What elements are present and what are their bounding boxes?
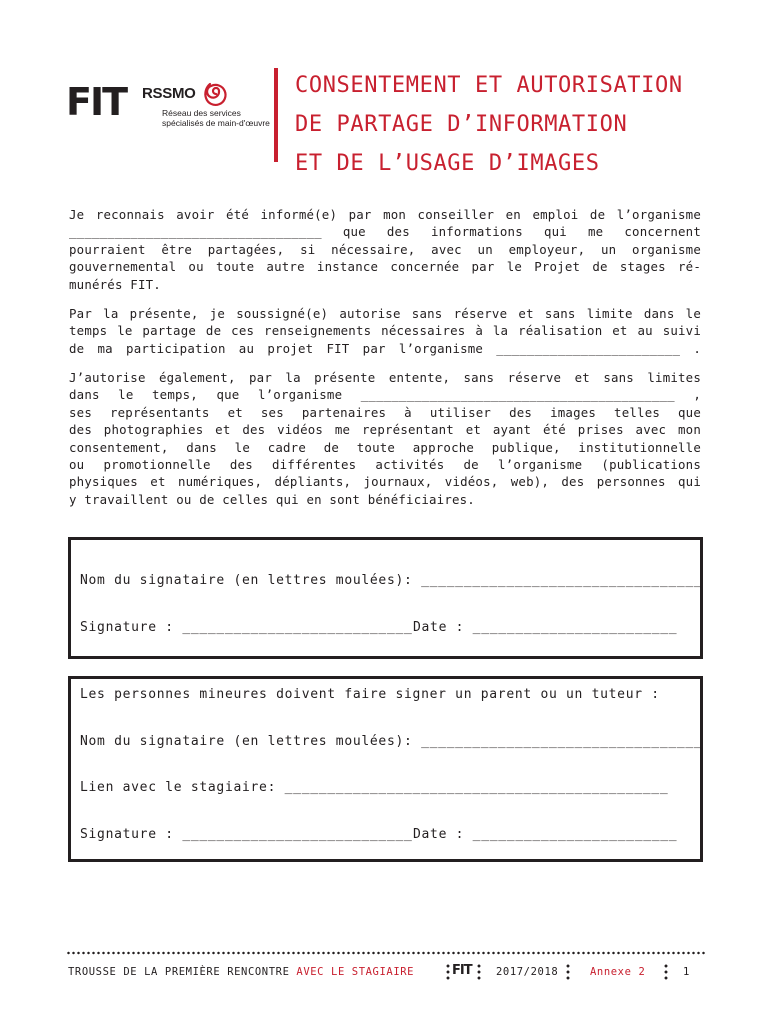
footer-separator <box>566 963 570 981</box>
paragraph-line: pourraient être partagées, si nécessaire, avec un employeur, un organisme <box>69 241 701 257</box>
paragraph-line: _________________________________ que des informations qui me concernent <box>69 224 701 240</box>
paragraph-information-sharing <box>69 206 701 293</box>
minor-instructions: Les personnes mineures doivent faire signer un parent ou un tuteur : <box>80 687 660 702</box>
paragraph-line: physiques et numériques, dépliants, journaux, vidéos, web), des personnes qui <box>69 474 701 490</box>
paragraph-line: temps le partage de ces renseignements nécessaires à la réalisation et au suivi <box>69 323 701 339</box>
footer-separator <box>664 963 668 981</box>
signature-field[interactable]: Signature : ___________________________ <box>80 620 413 635</box>
guardian-signature-field[interactable]: Signature : ___________________________ <box>80 827 413 842</box>
rssmo-tagline-line2: spécialisés de main-d'œuvre <box>162 118 270 128</box>
paragraph-line: Je reconnais avoir été informé(e) par mon conseiller en emploi de l’organisme <box>69 207 701 222</box>
footer-year: 2017/2018 <box>496 966 559 978</box>
footer-kit-label <box>68 966 414 978</box>
rssmo-tagline <box>162 108 282 128</box>
signatory-name-field[interactable]: Nom du signataire (en lettres moulées): _________________________________ <box>80 573 703 588</box>
paragraph-line: gouvernemental ou toute autre instance concernée par le Projet de stages ré- <box>69 259 701 275</box>
paragraph-line: ou promotionnelle des différentes activités de l’organisme (publications <box>69 457 701 473</box>
footer-kit-label-black: TROUSSE DE LA PREMIÈRE RENCONTRE <box>68 966 290 978</box>
footer-page-number: 1 <box>683 966 690 978</box>
rssmo-logo: RSSMO <box>142 85 196 102</box>
paragraph-line: y travaillent ou de celles qui en sont bénéficiaires. <box>69 491 475 507</box>
footer-kit-label-red: AVEC LE STAGIAIRE <box>296 966 415 978</box>
paragraph-line: Par la présente, je soussigné(e) autorise sans réserve et sans limite dans le <box>69 306 701 321</box>
signature-box <box>68 537 703 659</box>
guardian-date-field[interactable]: Date : ________________________ <box>413 827 678 842</box>
paragraph-line: des photographies et des vidéos me représentant et ayant été prises avec mon <box>69 422 701 438</box>
paragraph-line: J’autorise également, par la présente entente, sans réserve et sans limites <box>69 370 701 385</box>
footer-fit-logo: FIT <box>452 963 472 978</box>
paragraph-line: ses représentants et ses partenaires à utiliser des images telles que <box>69 404 701 420</box>
document-title <box>295 66 735 183</box>
rssmo-tagline-line1: Réseau des services <box>162 108 241 118</box>
title-line-1: CONSENTEMENT ET AUTORISATION <box>295 73 683 98</box>
footer-dotted-rule <box>66 951 706 955</box>
paragraph-line: de ma participation au projet FIT par l’organisme ________________________ . <box>69 340 701 356</box>
relation-field[interactable]: Lien avec le stagiaire: _____________________________________________ <box>80 780 669 795</box>
footer-annex: Annexe 2 <box>590 966 646 978</box>
title-line-3: ET DE L’USAGE D’IMAGES <box>295 151 600 176</box>
date-field[interactable]: Date : ________________________ <box>413 620 678 635</box>
paragraph-image-usage <box>69 369 701 508</box>
footer-separator <box>446 963 450 981</box>
fit-logo: FIT <box>66 80 127 124</box>
guardian-name-field[interactable]: Nom du signataire (en lettres moulées): _________________________________ <box>80 734 703 749</box>
paragraph-authorization <box>69 305 701 357</box>
paragraph-line: dans le temps, que l’organisme _________________________________________ , <box>69 387 701 403</box>
title-accent-bar <box>274 68 278 162</box>
title-line-2: DE PARTAGE D’INFORMATION <box>295 112 628 137</box>
paragraph-line: munérés FIT. <box>69 276 161 292</box>
paragraph-line: consentement, dans le cadre de toute approche publique, institutionnelle <box>69 439 701 455</box>
footer-separator <box>477 963 481 981</box>
